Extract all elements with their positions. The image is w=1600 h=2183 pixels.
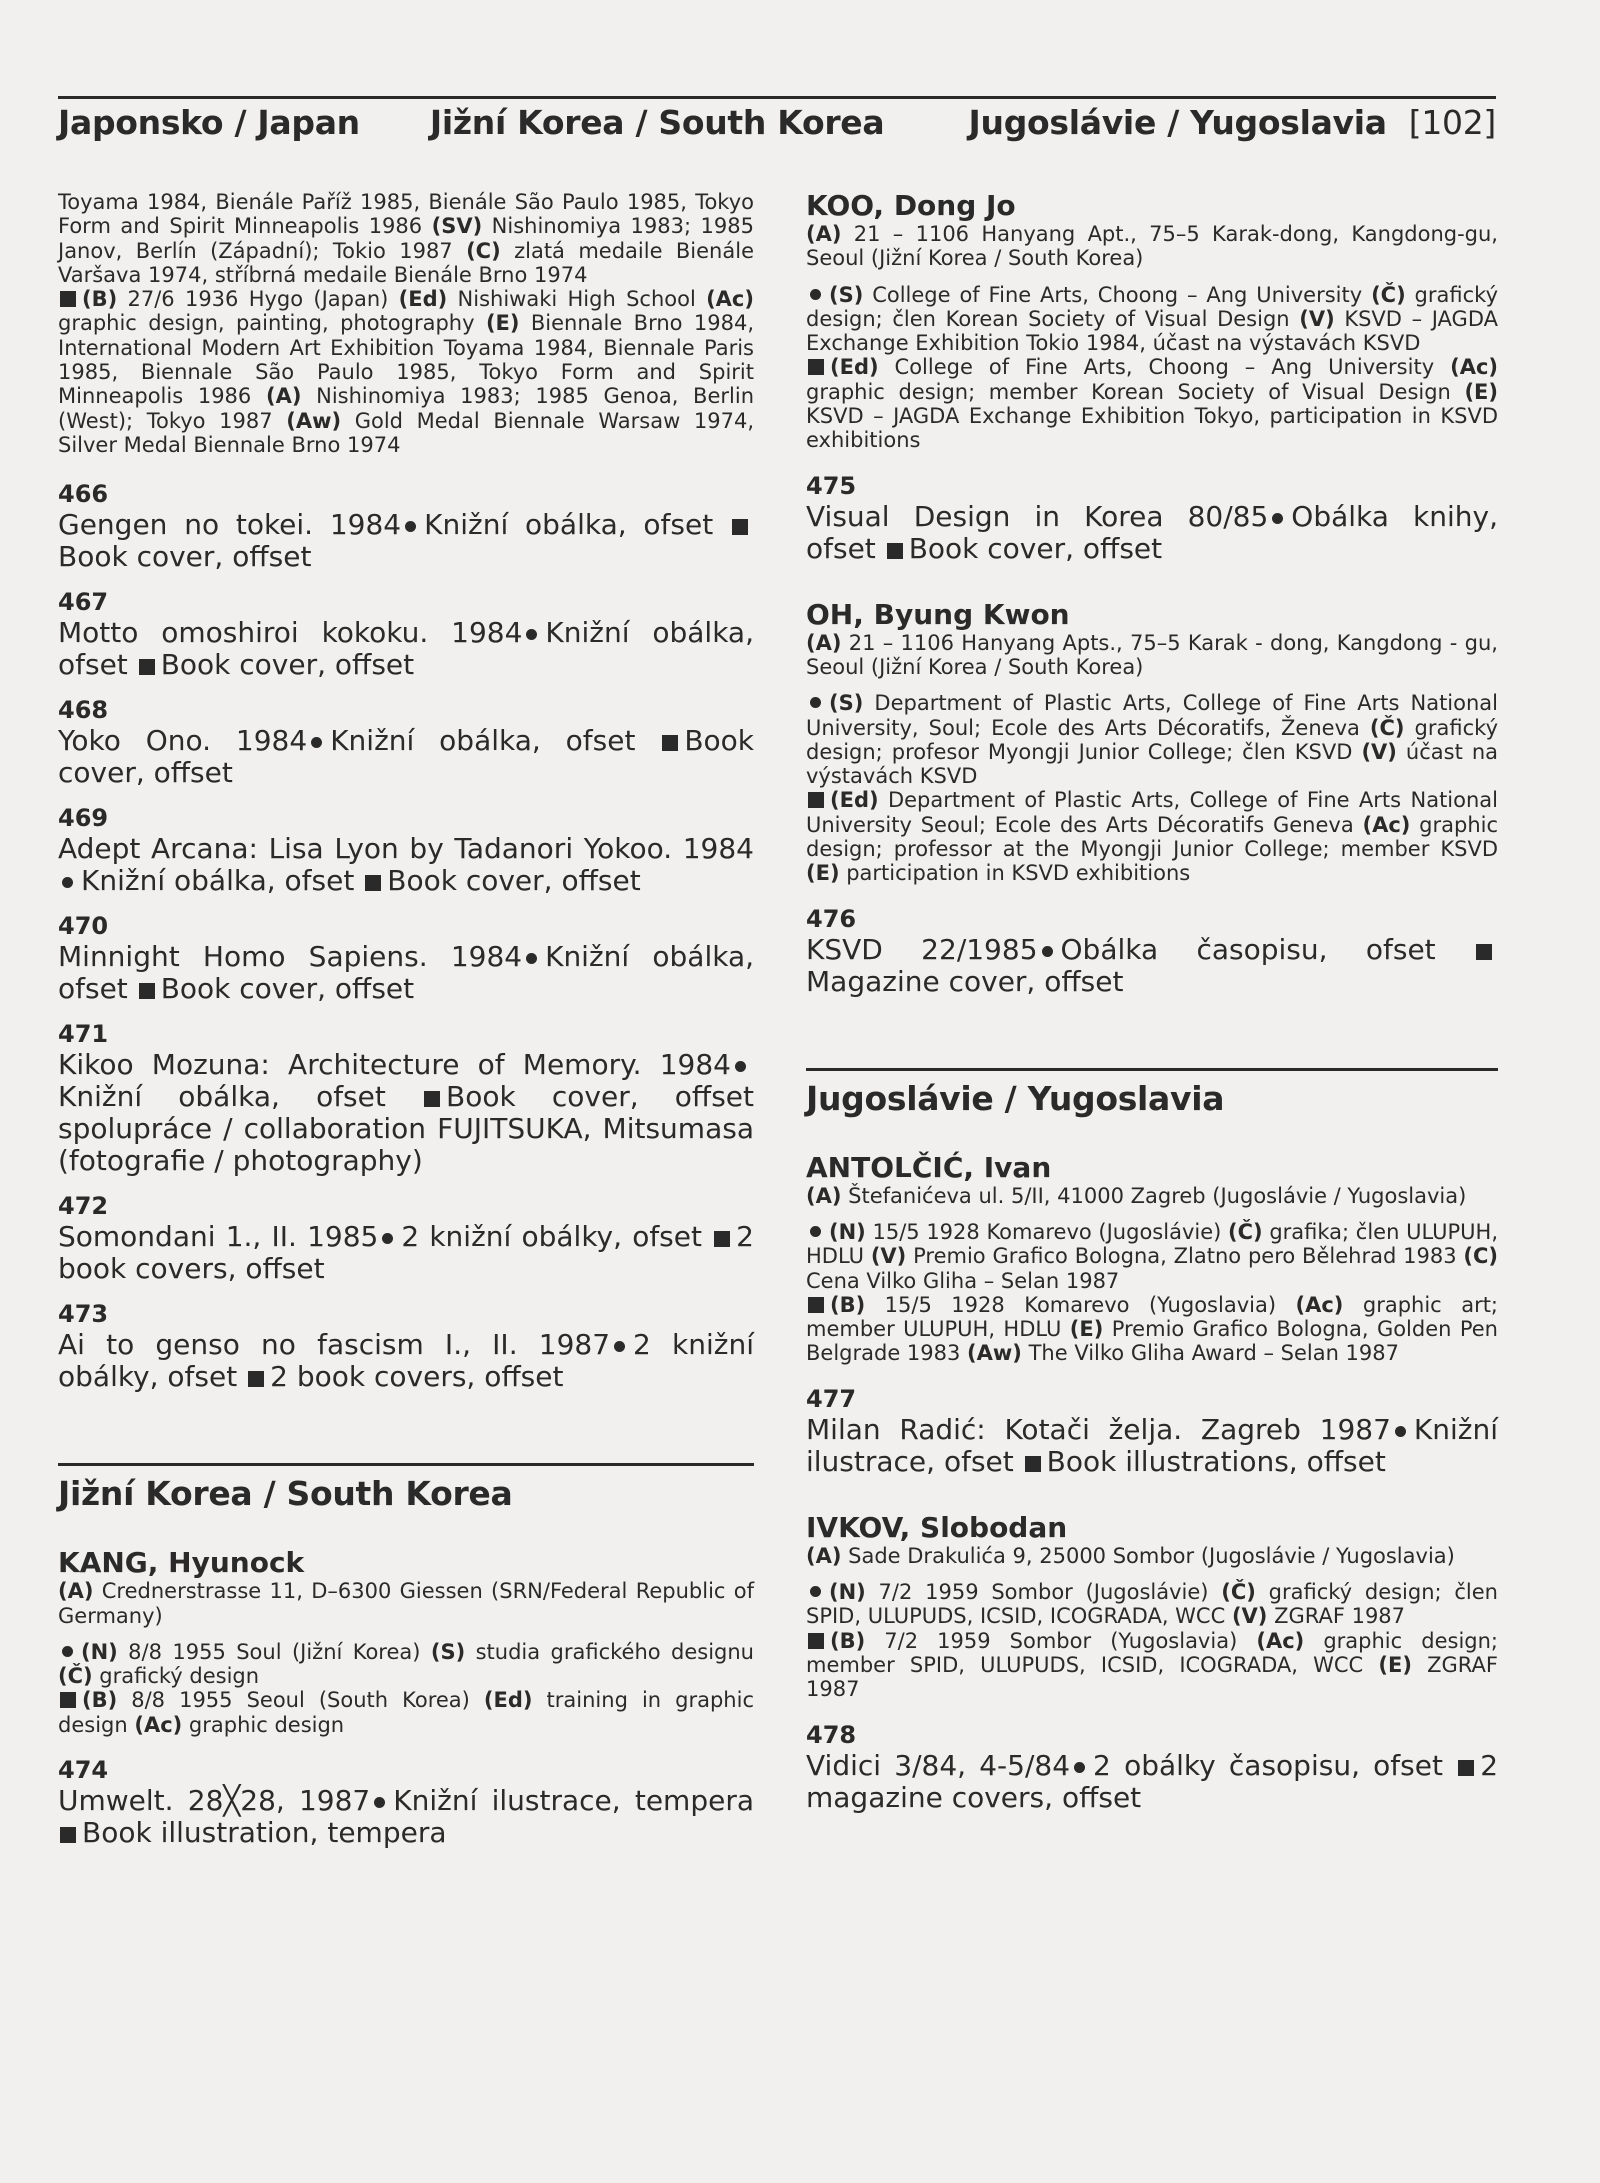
english-square-icon (248, 1371, 264, 1387)
entry-title: Somondani 1., II. 1985 2 knižní obálky, ofset 2 book covers, offset (58, 1220, 754, 1286)
entry-number: 477 (806, 1384, 857, 1413)
artist-bio-english: (Ed) College of Fine Arts, Choong – Ang University (Ac) graphic design; member Korean Society of Visual Design (E) KSVD – JAGDA Exchange Exhibition Tokyo, participation in KSVD exhibitions (806, 355, 1498, 453)
entry-number: 466 (58, 480, 109, 509)
artist-bio-czech: (N) 7/2 1959 Sombor (Jugoslávie) (Č) grafický design; člen SPID, ULUPUDS, ICSID, ICOGRADA, WCC (V) ZGRAF 1987 (806, 1580, 1498, 1629)
english-square-icon (1458, 1760, 1474, 1776)
japan-artist-bio (58, 190, 754, 457)
artist-address: (A) 21 – 1106 Hanyang Apts., 75–5 Karak - dong, Kangdong - gu, Seoul (Jižní Korea / South Korea) (806, 630, 1498, 679)
entry-number: 476 (806, 904, 857, 933)
bio-czech: Toyama 1984, Bienále Paříž 1985, Bienále São Paulo 1985, Tokyo Form and Spirit Minneapolis 1986 (SV) Nishinomiya 1983; 1985 Janov, Berlín (Západní); Tokio 1987 (C) zlatá medaile Bienále Varšava 1974, stříbrná medaile Bienále Brno 1974 (58, 190, 754, 287)
english-square-icon (60, 291, 76, 307)
entry-title: Ai to genso no fascism I., II. 1987 2 knižní obálky, ofset 2 book covers, offset (58, 1328, 754, 1394)
entry-466 (58, 479, 754, 573)
page-header (58, 96, 1496, 142)
english-square-icon (60, 1692, 76, 1708)
english-square-icon (1025, 1456, 1041, 1472)
english-square-icon (808, 792, 824, 808)
entry-title: Yoko Ono. 1984 Knižní obálka, ofset Book cover, offset (58, 724, 754, 790)
entry-number: 468 (58, 696, 109, 725)
entry-469 (58, 803, 754, 897)
entry-title: Milan Radić: Kotači želja. Zagreb 1987 Knižní ilustrace, ofset Book illustrations, offset (806, 1412, 1498, 1478)
artist-bio-english: (B) 15/5 1928 Komarevo (Yugoslavia) (Ac) graphic art; member ULUPUH, HDLU (E) Premio Grafico Bologna, Golden Pen Belgrade 1983 (Aw) The Vilko Gliha Award – Selan 1987 (806, 1292, 1499, 1366)
artist-address: (A) Crednerstrasse 11, D–6300 Giessen (SRN/Federal Republic of Germany) (58, 1579, 754, 1628)
entry-title: Vidici 3/84, 4-5/84 2 obálky časopisu, ofset 2 magazine covers, offset (806, 1748, 1499, 1814)
header-south-korea: Jižní Korea / South Korea (429, 103, 885, 142)
bullet-icon (1395, 1426, 1406, 1437)
english-square-icon (60, 1827, 76, 1843)
english-square-icon (139, 983, 155, 999)
bullet-icon (1074, 1762, 1085, 1773)
bullet-icon (1042, 946, 1053, 957)
entry-title: Minnight Homo Sapiens. 1984 Knižní obálka, ofset Book cover, offset (58, 940, 754, 1006)
bullet-icon (405, 521, 416, 532)
bullet-icon (1272, 513, 1283, 524)
entry-number: 471 (58, 1020, 109, 1049)
artist-bio-czech: (S) College of Fine Arts, Choong – Ang University (Č) grafický design; člen Korean Society of Visual Design (V) KSVD – JAGDA Exchange Exhibition Tokio 1984, účast na výstavách KSVD (806, 282, 1498, 356)
bullet-icon (62, 1646, 73, 1657)
left-column (58, 190, 754, 1849)
entry-473 (58, 1299, 754, 1393)
bullet-icon (810, 1586, 821, 1597)
artist-name-oh: OH, Byung Kwon (806, 597, 1070, 631)
entry-title: Umwelt. 28╳28, 1987 Knižní ilustrace, tempera Book illustration, tempera (58, 1784, 754, 1850)
entry-number: 474 (58, 1756, 109, 1785)
entry-470 (58, 911, 754, 1005)
bio-english: (B) 27/6 1936 Hygo (Japan) (Ed) Nishiwaki High School (Ac) graphic design, painting, photography (E) Biennale Brno 1984, International Modern Art Exhibition Toyama 1984, Biennale Paris 1985, Biennale São Paulo 1985, Tokyo Form and Spirit Minneapolis 1986 (A) Nishinomiya 1983; 1985 Genoa, Berlin (West); Tokyo 1987 (Aw) Gold Medal Biennale Warsaw 1974, Silver Medal Biennale Brno 1974 (58, 287, 755, 457)
english-square-icon (732, 519, 748, 535)
section-heading-south-korea: Jižní Korea / South Korea (58, 1463, 754, 1513)
english-square-icon (714, 1231, 730, 1247)
bullet-icon (62, 877, 73, 888)
entry-title: Kikoo Mozuna: Architecture of Memory. 1984Knižní obálka, ofset Book cover, offset spolupráce / collaboration FUJITSUKA, Mitsumasa (fotografie / photography) (58, 1048, 754, 1178)
bullet-icon (735, 1061, 746, 1072)
artist-address: (A) 21 – 1106 Hanyang Apt., 75–5 Karak-dong, Kangdong-gu, Seoul (Jižní Korea / South Korea) (806, 222, 1498, 271)
english-square-icon (808, 1633, 824, 1649)
entry-472 (58, 1191, 754, 1285)
entry-471 (58, 1019, 754, 1177)
bullet-icon (374, 1797, 385, 1808)
bullet-icon (810, 289, 821, 300)
entry-467 (58, 587, 754, 681)
artist-bio-czech: (N) 15/5 1928 Komarevo (Jugoslávie) (Č) grafika; člen ULUPUH, HDLU (V) Premio Grafico Bologna, Zlatno pero Bělehrad 1983 (C) Cena Vilko Gliha – Selan 1987 (806, 1219, 1499, 1293)
section-heading-yugoslavia: Jugoslávie / Yugoslavia (806, 1068, 1498, 1118)
bullet-icon (526, 953, 537, 964)
entry-number: 475 (806, 471, 857, 500)
artist-name-ivkov: IVKOV, Slobodan (806, 1510, 1068, 1544)
entry-number: 472 (58, 1192, 109, 1221)
page-number: [102] (1408, 103, 1496, 142)
entry-number: 469 (58, 804, 109, 833)
entry-number: 478 (806, 1720, 857, 1749)
artist-address: (A) Sade Drakulića 9, 25000 Sombor (Jugoslávie / Yugoslavia) (806, 1543, 1455, 1568)
entry-477 (806, 1384, 1498, 1478)
artist-bio-czech: (S) Department of Plastic Arts, College of Fine Arts National University, Soul; Ecole des Arts Décoratifs, Ženeva (Č) grafický design; profesor Myongji Junior College; člen KSVD (V) účast na výstavách KSVD (806, 691, 1498, 789)
entry-title: Visual Design in Korea 80/85 Obálka knihy, ofset Book cover, offset (806, 499, 1498, 565)
entry-468 (58, 695, 754, 789)
right-column (806, 190, 1498, 1814)
english-square-icon (139, 659, 155, 675)
english-square-icon (424, 1091, 440, 1107)
entry-title: KSVD 22/1985 Obálka časopisu, ofset Magazine cover, offset (806, 934, 1498, 998)
bullet-icon (810, 1226, 821, 1237)
artist-name-koo: KOO, Dong Jo (806, 189, 1016, 222)
header-japan: Japonsko / Japan (58, 103, 360, 142)
entry-475 (806, 471, 1498, 565)
entry-number: 473 (58, 1300, 109, 1329)
entry-title: Adept Arcana: Lisa Lyon by Tadanori Yokoo. 1984Knižní obálka, ofset Book cover, offset (58, 832, 754, 898)
bullet-icon (614, 1341, 625, 1352)
bullet-icon (382, 1233, 393, 1244)
bullet-icon (526, 629, 537, 640)
entry-number: 470 (58, 912, 109, 941)
artist-bio-czech: (N) 8/8 1955 Soul (Jižní Korea) (S) studia grafického designu (Č) grafický design (58, 1639, 754, 1689)
artist-bio-english: (Ed) Department of Plastic Arts, College of Fine Arts National University Seoul; Ecole des Arts Décoratifs Geneva (Ac) graphic design; professor at the Myongji Junior College; member KSVD (E) participation in KSVD exhibitions (806, 788, 1499, 886)
entry-478 (806, 1720, 1498, 1814)
entry-number: 467 (58, 588, 109, 617)
artist-name-kang: KANG, Hyunock (58, 1546, 305, 1580)
english-square-icon (365, 875, 381, 891)
english-square-icon (887, 543, 903, 559)
entry-title: Motto omoshiroi kokoku. 1984 Knižní obálka, ofset Book cover, offset (58, 616, 754, 682)
header-yugoslavia: Jugoslávie / Yugoslavia (968, 103, 1387, 142)
bullet-icon (311, 737, 322, 748)
artist-address: (A) Štefanićeva ul. 5/II, 41000 Zagreb (Jugoslávie / Yugoslavia) (806, 1183, 1467, 1208)
artist-bio-english: (B) 7/2 1959 Sombor (Yugoslavia) (Ac) graphic design; member SPID, ULUPUDS, ICSID, ICOGRADA, WCC (E) ZGRAF 1987 (806, 1628, 1498, 1702)
english-square-icon (808, 1297, 824, 1313)
artist-name-antolcic: ANTOLČIĆ, Ivan (806, 1150, 1052, 1184)
entry-474 (58, 1755, 754, 1849)
english-square-icon (808, 359, 824, 375)
bullet-icon (810, 697, 821, 708)
entry-title: Gengen no tokei. 1984 Knižní obálka, ofset Book cover, offset (58, 509, 754, 573)
english-square-icon (662, 735, 678, 751)
entry-476 (806, 904, 1498, 998)
artist-bio-english: (B) 8/8 1955 Seoul (South Korea) (Ed) training in graphic design (Ac) graphic design (58, 1688, 754, 1737)
english-square-icon (1476, 944, 1492, 960)
